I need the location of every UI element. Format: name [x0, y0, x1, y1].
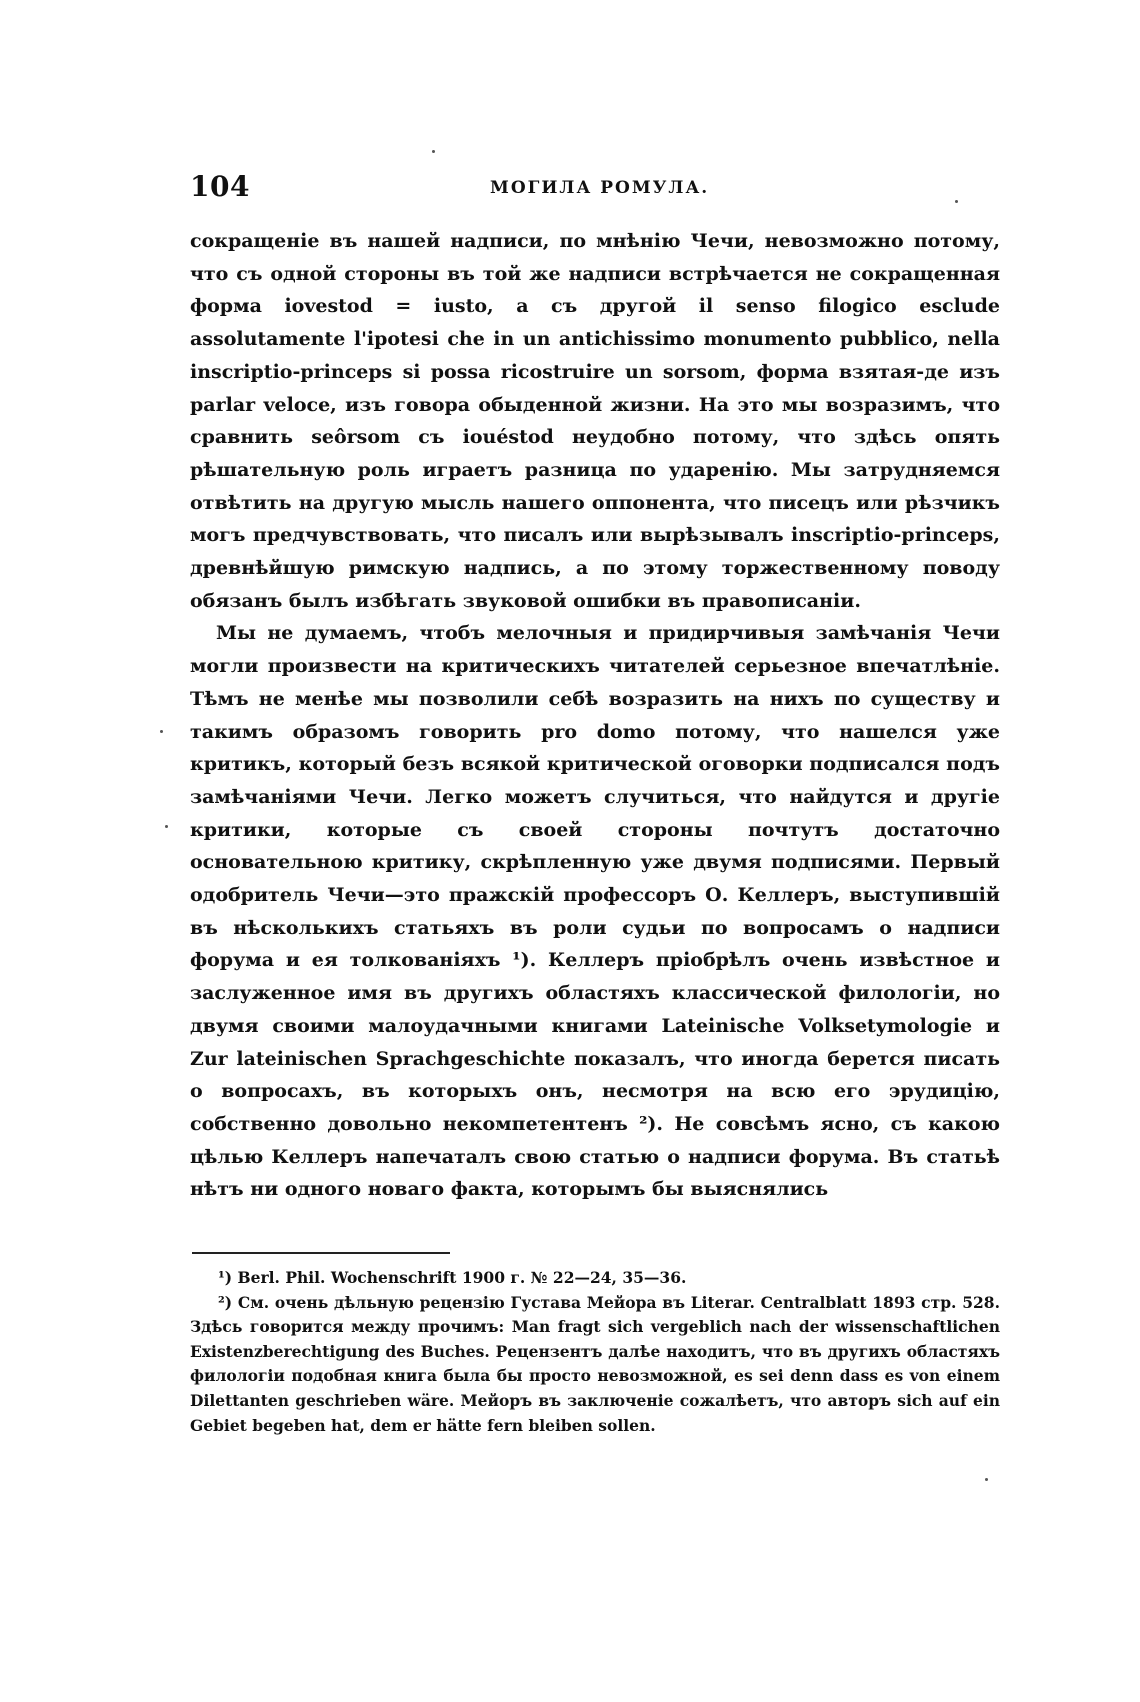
footnote: ²) См. очень дѣльную рецензію Густава Мейора въ Literar. Centralblatt 1893 стр. 528. Здѣсь говорится между прочимъ: Man fragt sich vergeblich nach der wissenschaftlichen Existenzberechtigung des Buches. Рецензентъ далѣе находитъ, что въ другихъ областяхъ филологіи подобная книга была бы просто невозможной, es sei denn dass es von einem Dilettanten geschrieben wäre. Мейоръ въ заключеніе сожалѣетъ, что авторъ sich auf ein Gebiet begeben hat, dem er hätte fern bleiben sollen. — [190, 1292, 1000, 1435]
footnotes — [190, 1266, 1000, 1438]
print-speck — [165, 825, 168, 828]
footnote-divider — [192, 1252, 450, 1254]
paragraph: Мы не думаемъ, чтобъ мелочныя и придирчивыя замѣчанія Чечи могли произвести на критическихъ читателей серьезное впечатлѣніе. Тѣмъ не менѣе мы позволили себѣ возразить на нихъ по существу и такимъ образомъ говорить pro domo потому, что нашелся уже критикъ, который безъ всякой критической оговорки подписался подъ замѣчаніями Чечи. Легко можетъ случиться, что найдутся и другіе критики, которые съ своей стороны почтутъ достаточно основательною критику, скрѣпленную уже двумя подписями. Первый одобритель Чечи—это пражскій профессоръ О. Келлеръ, выступившій въ нѣсколькихъ статьяхъ въ роли судьи по вопросамъ о надписи форума и ея толкованіяхъ ¹). Келлеръ пріобрѣлъ очень извѣстное и заслуженное имя въ другихъ областяхъ классической филологіи, но двумя своими малоудачными книгами Lateinische Volksetymologie и Zur lateinischen Sprachgeschichte показалъ, что иногда берется писать о вопросахъ, въ которыхъ онъ, несмотря на всю его эрудицію, собственно довольно некомпетентенъ ²). Не совсѣмъ ясно, съ какою цѣлью Келлеръ напечаталъ свою статью о надписи форума. Въ статьѣ нѣтъ ни одного новаго факта, которымъ бы выяснялись — [190, 622, 1000, 1201]
print-speck — [160, 730, 163, 733]
running-title: МОГИЛА РОМУЛА. — [490, 178, 710, 198]
print-speck — [955, 200, 958, 203]
paragraph: сокращеніе въ нашей надписи, по мнѣнію Чечи, невозможно потому, что съ одной стороны въ той же надписи встрѣчается не сокращенная форма iovestod = iusto, а съ другой il senso filogico esclude assolutamente l'ipotesi che in un antichissimo monumento pubblico, nella inscriptio-princeps si possa ricostruire un sorsom, форма взятая-де изъ parlar veloce, изъ говора обыденной жизни. На это мы возразимъ, что сравнить seôrsom съ iouéstod неудобно потому, что здѣсь опять рѣшательную роль играетъ разница по ударенію. Мы затрудняемся отвѣтить на другую мысль нашего оппонента, что писецъ или рѣзчикъ могъ предчувствовать, что писалъ или вырѣзывалъ inscriptio-princeps, древнѣйшую римскую надпись, а по этому торжественному поводу обязанъ былъ избѣгать звуковой ошибки въ правописаніи. — [190, 230, 1000, 612]
print-speck — [432, 150, 435, 153]
footnote: ¹) Berl. Phil. Wochenschrift 1900 г. № 22—24, 35—36. — [218, 1268, 687, 1287]
print-speck — [985, 1478, 988, 1481]
page-header — [190, 170, 1000, 210]
main-text — [190, 225, 1000, 1206]
page-number: 104 — [190, 170, 250, 203]
